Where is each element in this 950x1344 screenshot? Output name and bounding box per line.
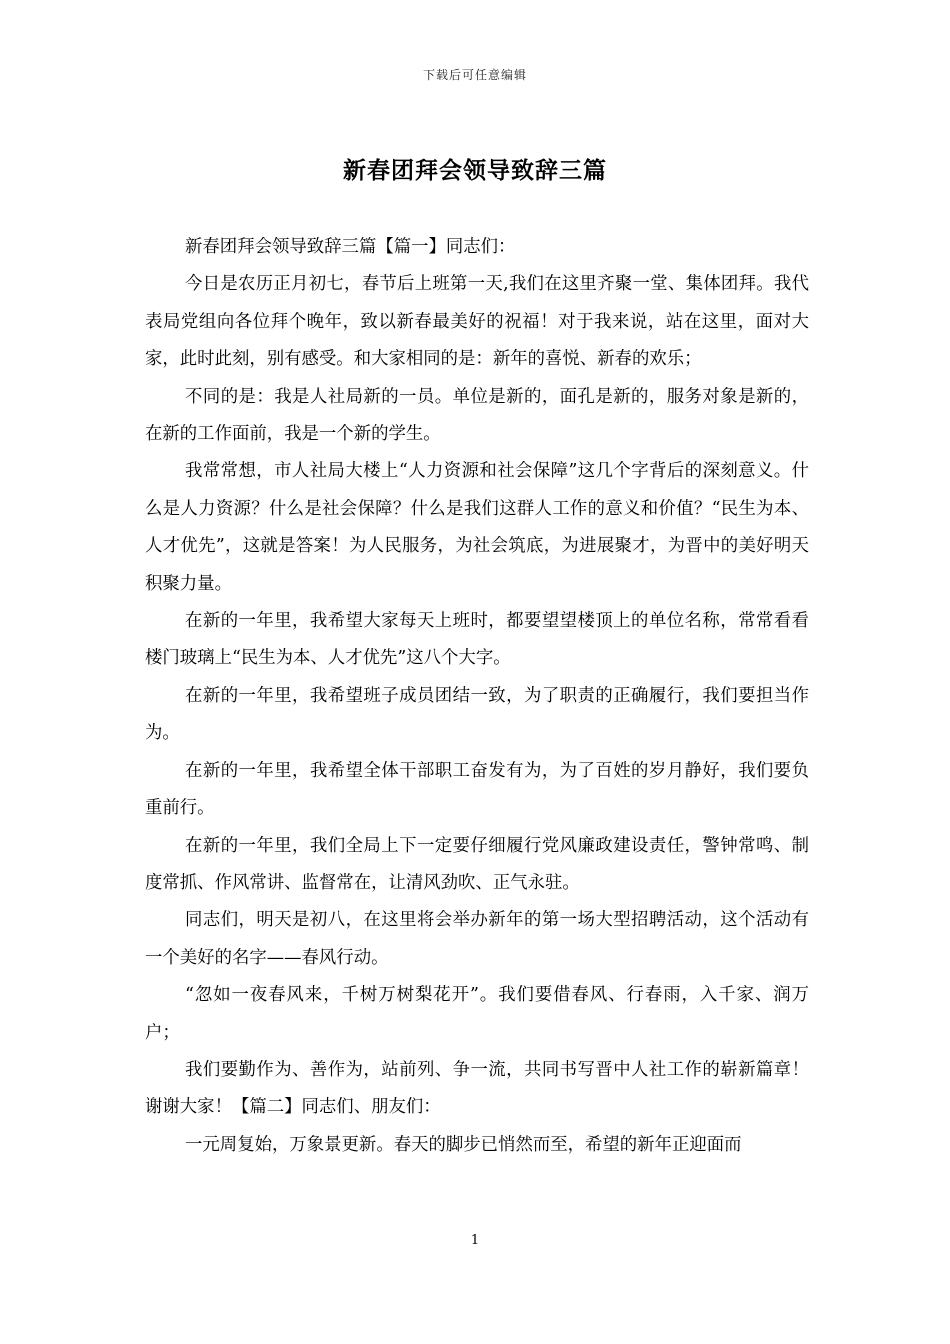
paragraph: 新春团拜会领导致辞三篇【篇一】同志们： [185, 237, 516, 257]
paragraph: 不同的是：我是人社局新的一员。单位是新的，面孔是新的，服务对象是新的，在新的工作面前，我是一个新的学生。 [145, 386, 809, 445]
paragraph: 在新的一年里，我希望全体干部职工奋发有为，为了百姓的岁月静好，我们要负重前行。 [145, 760, 809, 819]
page-number: 1 [470, 1233, 480, 1248]
paragraph: 同志们，明天是初八，在这里将会举办新年的第一场大型招聘活动，这个活动有一个美好的名字——春风行动。 [145, 910, 809, 968]
paragraph: 我们要勤作为、善作为，站前列、争一流，共同书写晋中人社工作的崭新篇章！谢谢大家！【篇二】同志们、朋友们： [145, 1059, 809, 1118]
document-title: 新春团拜会领导致辞三篇 [343, 157, 607, 184]
paragraph: “忽如一夜春风来，千树万树梨花开”。我们要借春风、行春雨，入千家、润万户； [145, 985, 809, 1043]
paragraph: 在新的一年里，我们全局上下一定要仔细履行党风廉政建设责任，警钟常鸣、制度常抓、作风常讲、监督常在，让清风劲吹、正气永驻。 [145, 835, 809, 893]
paragraph: 在新的一年里，我希望大家每天上班时，都要望望楼顶上的单位名称，常常看看楼门玻璃上“民生为本、人才优先”这八个大字。 [145, 611, 809, 669]
paragraph: 在新的一年里，我希望班子成员团结一致，为了职责的正确履行，我们要担当作为。 [145, 685, 809, 744]
page-header-note: 下载后可任意编辑 [422, 68, 527, 82]
paragraph: 我常常想，市人社局大楼上“人力资源和社会保障”这几个字背后的深刻意义。什么是人力资源？什么是社会保障？什么是我们这群人工作的意义和价值？“民生为本、人才优先”，这就是答案！为人民服务，为社会筑底，为进展聚才，为晋中的美好明天积聚力量。 [145, 461, 809, 594]
document-body [145, 229, 809, 1164]
paragraph: 一元周复始，万象景更新。春天的脚步已悄然而至，希望的新年正迎面而 [185, 1134, 742, 1155]
paragraph: 今日是农历正月初七，春节后上班第一天,我们在这里齐聚一堂、集体团拜。我代表局党组向各位拜个晚年，致以新春最美好的祝福！对于我来说，站在这里，面对大家，此时此刻，别有感受。和大家相同的是：新年的喜悦、新春的欢乐； [145, 274, 809, 370]
